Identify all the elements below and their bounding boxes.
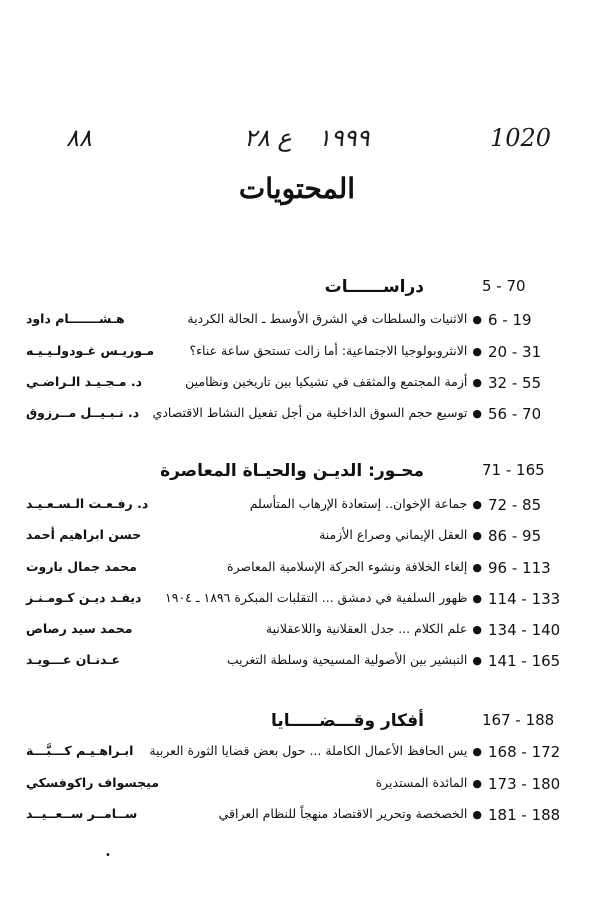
bullet-icon: ● <box>472 654 482 667</box>
entry-title: ●علم الكلام ... جدل العقلانية واللاعقلانية <box>265 621 482 636</box>
entry-author: محمد جمال باروت <box>26 559 137 574</box>
entry-title: ●الاثنيات والسلطات في الشرق الأوسط ـ الحالة الكردية <box>187 311 482 326</box>
entry-page-range: 114 - 133 <box>488 590 561 608</box>
bullet-icon: ● <box>472 561 482 574</box>
bullet-icon: ● <box>472 745 482 758</box>
handwritten-pages: ٨٨ <box>66 124 92 152</box>
entry-title: ●جماعة الإخوان.. إستعادة الإرهاب المتأسلم <box>249 496 482 511</box>
toc-entry <box>0 775 594 797</box>
bullet-icon: ● <box>472 529 482 542</box>
entry-author: ديفـد ديـن كـومـنـز <box>26 590 142 605</box>
toc-entry <box>0 343 594 365</box>
entry-title: ●التبشير بين الأصولية المسيحية وسلطة التغريب <box>226 652 482 667</box>
section-title: محـور: الديـن والحيـاة المعاصرة <box>160 461 424 481</box>
toc-entry <box>0 559 594 581</box>
entry-author: عـدنـان عـــويـد <box>26 652 121 667</box>
entry-author: د. رفـعـت الـسـعـيـد <box>26 496 149 511</box>
bullet-icon: ● <box>472 407 482 420</box>
entry-title: ●الخصخصة وتحرير الاقتصاد منهجاً للنظام العراقي <box>218 806 482 821</box>
entry-page-range: 134 - 140 <box>488 621 561 639</box>
entry-title: ●الانثروبولوجيا الاجتماعية: أما زالت تستحق ساعة عناء؟ <box>189 343 482 358</box>
bullet-icon: ● <box>472 345 482 358</box>
bullet-icon: ● <box>472 376 482 389</box>
section-header <box>0 711 594 741</box>
entry-author: ميجسواف راكوفسكي <box>26 775 159 790</box>
entry-page-range: 96 - 113 <box>488 559 551 577</box>
toc-entry <box>0 527 594 549</box>
entry-page-range: 181 - 188 <box>488 806 561 824</box>
entry-author: هـشـــــــام داود <box>26 311 125 326</box>
section-page-range: 71 - 165 <box>482 461 545 479</box>
entry-page-range: 86 - 95 <box>488 527 542 545</box>
bullet-icon: ● <box>472 777 482 790</box>
toc-entry <box>0 374 594 396</box>
entry-title: ●أزمة المجتمع والمثقف في تشيكيا بين تاريخين ونظامين <box>185 374 482 389</box>
toc-entry <box>0 590 594 612</box>
entry-page-range: 56 - 70 <box>488 405 542 423</box>
entry-page-range: 6 - 19 <box>488 311 532 329</box>
entry-title: ●ظهور السلفية في دمشق ... التقلبات المبكرة ١٨٩٦ ـ ١٩٠٤ <box>165 590 482 605</box>
section-header <box>0 461 594 491</box>
entry-author: ســامــر ســعــيــد <box>26 806 138 821</box>
bullet-icon: ● <box>472 808 482 821</box>
entry-author: د. نـبـيــل مــرزوق <box>26 405 140 420</box>
entry-page-range: 72 - 85 <box>488 496 542 514</box>
entry-author: محمد سيد رصاص <box>26 621 133 636</box>
stray-mark: • <box>105 850 111 861</box>
entry-title: ●المائدة المستديرة <box>375 775 482 790</box>
toc-entry <box>0 405 594 427</box>
entry-page-range: 20 - 31 <box>488 343 542 361</box>
toc-entry <box>0 652 594 674</box>
entry-title: ●العقل الإيماني وصراع الأزمنة <box>319 527 482 542</box>
section-header <box>0 277 594 307</box>
toc-entry <box>0 496 594 518</box>
entry-page-range: 168 - 172 <box>488 743 561 761</box>
entry-title: ●إلغاء الخلافة ونشوء الحركة الإسلامية المعاصرة <box>227 559 482 574</box>
section-page-range: 167 - 188 <box>482 711 555 729</box>
toc-entry <box>0 806 594 828</box>
bullet-icon: ● <box>472 623 482 636</box>
bullet-icon: ● <box>472 498 482 511</box>
entry-title: ●توسيع حجم السوق الداخلية من أجل تفعيل النشاط الاقتصادي <box>152 405 482 420</box>
entry-author: مـوريـس غـودولـيـيـه <box>26 343 155 358</box>
handwritten-issue: ع ٢٨ <box>244 124 292 152</box>
toc-entry <box>0 743 594 765</box>
bullet-icon: ● <box>472 313 482 326</box>
entry-author: د. مـجـيـد الـراضـي <box>26 374 143 389</box>
section-title: دراســــــات <box>324 277 424 297</box>
section-page-range: 5 - 70 <box>482 277 526 295</box>
handwritten-year: ١٩٩٩ <box>318 124 370 152</box>
entry-page-range: 32 - 55 <box>488 374 542 392</box>
section-title: أفكار وقـــضـــــايا <box>270 711 424 731</box>
bullet-icon: ● <box>472 592 482 605</box>
entry-author: حسن ابراهيم أحمد <box>26 527 142 542</box>
entry-title: ●يس الحافظ الأعمال الكاملة ... حول بعض قضايا الثورة العربية <box>149 743 482 758</box>
toc-entry <box>0 621 594 643</box>
entry-page-range: 173 - 180 <box>488 775 561 793</box>
page-title: المحتويات <box>238 172 356 205</box>
entry-page-range: 141 - 165 <box>488 652 561 670</box>
toc-entry <box>0 311 594 333</box>
entry-author: ابـراهـيـم كـــبَّـــة <box>26 743 134 758</box>
handwritten-code: 1020 <box>490 124 552 152</box>
